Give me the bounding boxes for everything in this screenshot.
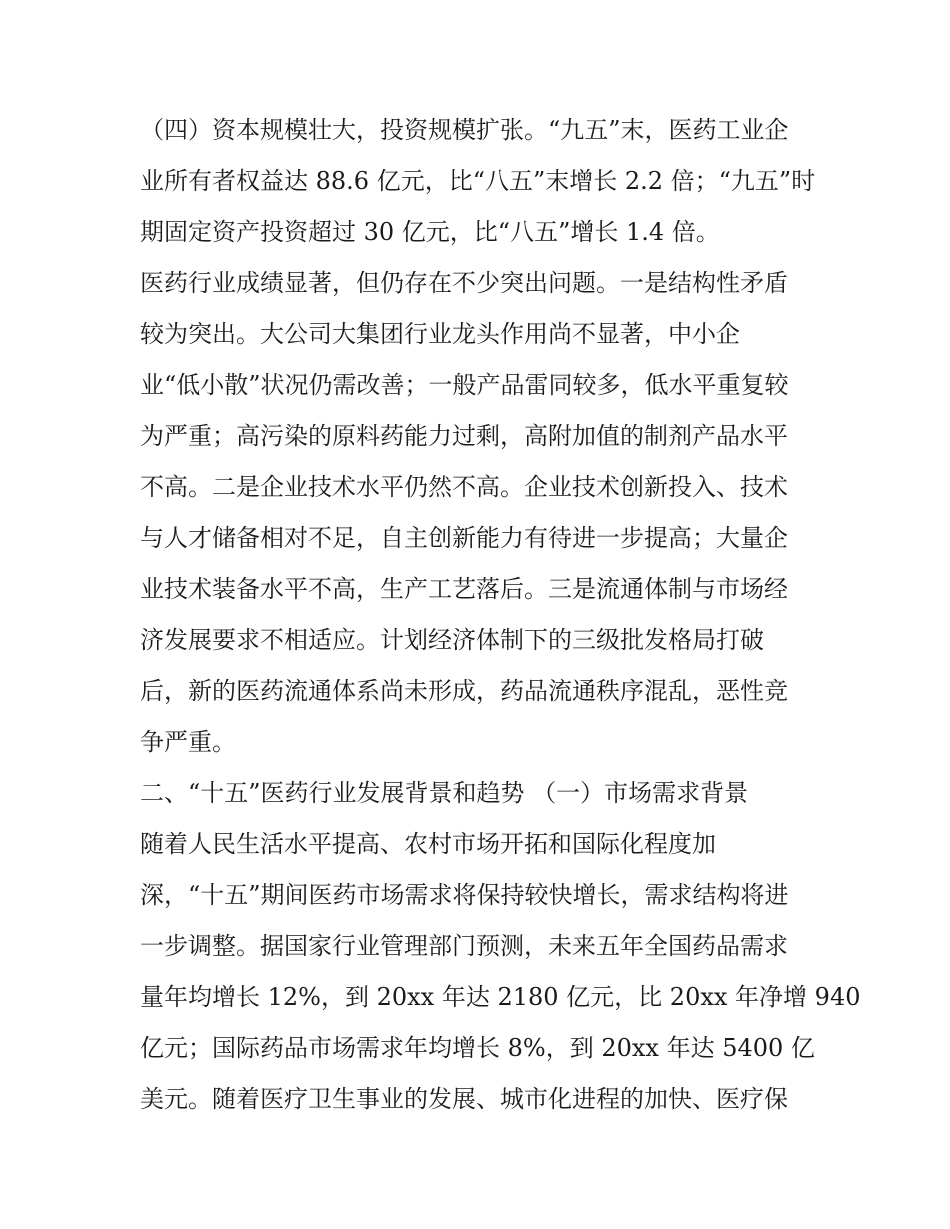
text-line: 不高。二是企业技术水平仍然不高。企业技术创新投入、技术 [140, 473, 788, 501]
text-line: 与人才储备相对不足，自主创新能力有待进一步提高；大量企 [140, 524, 788, 552]
section-heading: 二、“十五”医药行业发展背景和趋势 （一）市场需求背景 [140, 779, 749, 807]
text-line: 医药行业成绩显著，但仍存在不少突出问题。一是结构性矛盾 [140, 269, 788, 297]
text-line: 争严重。 [140, 728, 236, 756]
text-line: 随着人民生活水平提高、农村市场开拓和国际化程度加 [140, 830, 716, 858]
text-line: 美元。随着医疗卫生事业的发展、城市化进程的加快、医疗保 [140, 1085, 788, 1113]
text-line: 业技术装备水平不高，生产工艺落后。三是流通体制与市场经 [140, 575, 788, 603]
text-line: 济发展要求不相适应。计划经济体制下的三级批发格局打破 [140, 626, 764, 654]
text-line: 一步调整。据国家行业管理部门预测，未来五年全国药品需求 [140, 932, 788, 960]
text-line: 业“低小散”状况仍需改善；一般产品雷同较多，低水平重复较 [140, 371, 789, 399]
text-line: 深，“十五”期间医药市场需求将保持较快增长，需求结构将进 [140, 881, 789, 909]
body-text [140, 105, 861, 1125]
text-line: 期固定资产投资超过 30 亿元，比“八五”增长 1.4 倍。 [140, 218, 720, 246]
text-line: 亿元；国际药品市场需求年均增长 8%，到 20xx 年达 5400 亿 [140, 1034, 815, 1062]
text-line: 后，新的医药流通体系尚未形成，药品流通秩序混乱，恶性竞 [140, 677, 788, 705]
text-line: （四）资本规模壮大，投资规模扩张。“九五”末，医药工业企 [140, 116, 789, 144]
text-line: 量年均增长 12%，到 20xx 年达 2180 亿元，比 20xx 年净增 940 [140, 983, 861, 1011]
text-line: 较为突出。大公司大集团行业龙头作用尚不显著，中小企 [140, 320, 740, 348]
text-line: 业所有者权益达 88.6 亿元，比“八五”末增长 2.2 倍；“九五”时 [140, 167, 816, 195]
text-line: 为严重；高污染的原料药能力过剩，高附加值的制剂产品水平 [140, 422, 788, 450]
